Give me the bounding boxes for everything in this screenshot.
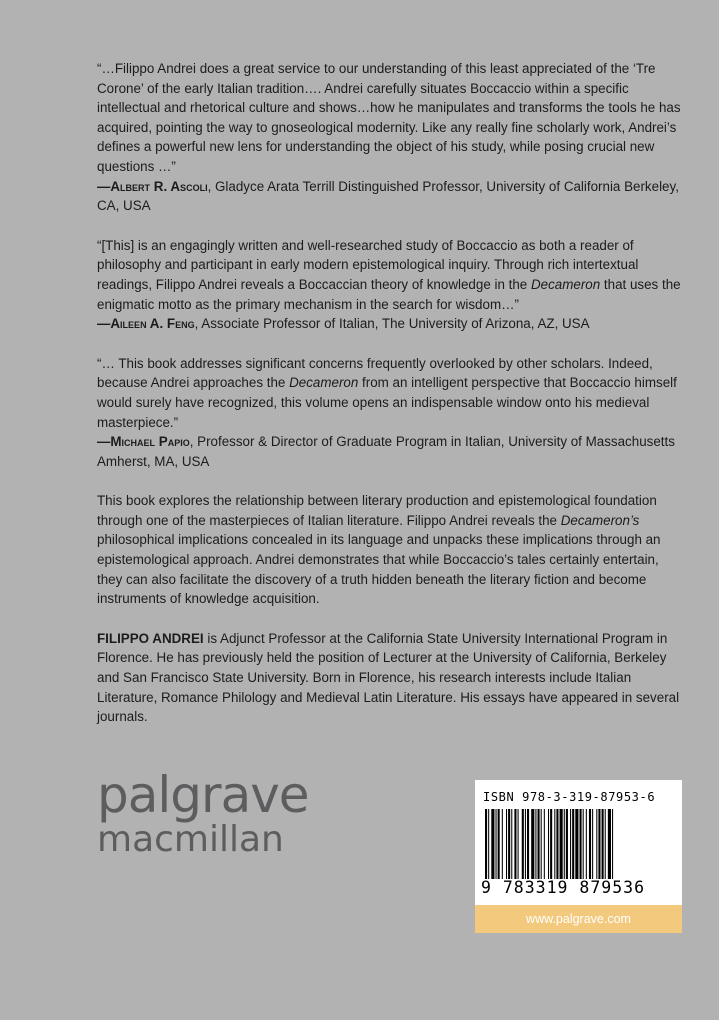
publisher-website: www.palgrave.com	[475, 905, 682, 933]
barcode-bar	[488, 809, 489, 879]
barcode-digits: 9 783319 879536	[481, 878, 646, 897]
author-bio	[97, 629, 687, 727]
review-attribution	[97, 177, 687, 216]
barcode-bar	[605, 809, 606, 879]
barcode-bar	[522, 809, 524, 879]
review-quote: “…Filippo Andrei does a great service to our understanding of this least appreciated of the ‘Tre Corone’ of the early Italian tradition…. Andrei carefully situates Boccaccio within a specific intellectual and rhetorical culture and shows…how he manipulates and transforms the tools he has acquired, pointing the way to gnoseological modernity. Like any really fine scholarly work, Andrei’s defines a powerful new lens for understanding the object of his study, while posing crucial new questions …”	[97, 61, 681, 174]
barcode-bar	[575, 809, 578, 879]
barcode-bar	[498, 809, 500, 879]
barcode-bar	[511, 809, 512, 879]
review-quote: “[This] is an engagingly written and well-researched study of Boccaccio as both a reader of philosophy and participant in early modern epistemological inquiry. Through rich intertextual readings, Filippo Andrei reveals a Boccaccian theory of knowledge in the Decameron that uses the enigmatic motto as the primary mechanism in the search for wisdom…”	[97, 237, 681, 312]
barcode-bar	[602, 809, 604, 879]
barcode-bar	[554, 809, 555, 879]
barcode-bar	[566, 809, 568, 879]
barcode-bar	[538, 809, 540, 879]
barcode-bar	[506, 809, 507, 879]
review-feng	[97, 236, 687, 334]
barcode-bar	[525, 809, 526, 879]
barcode-bar	[518, 809, 519, 879]
barcode-bar	[583, 809, 584, 879]
book-title: Decameron	[530, 276, 601, 292]
review-papio	[97, 354, 687, 472]
barcode-bar	[502, 809, 503, 879]
barcode-bar	[572, 809, 574, 879]
barcode-bar	[544, 809, 545, 879]
barcode-bar	[580, 809, 582, 879]
back-cover-text	[97, 59, 687, 747]
barcode-bar	[548, 809, 549, 879]
book-description: This book explores the relationship between literary production and epistemological foundation through one of the masterpieces of Italian literature. Filippo Andrei reveals the Decameron’s philosophical implications concealed in its language and unpacks these implications through an epistemological approach. Andrei demonstrates that while Boccaccio’s tales certainly entertain, they can also facilitate the discovery of a truth hidden beneath the literary fiction and become instruments of knowledge acquisition.	[97, 493, 661, 607]
reviewer-name: —Aileen A. Feng	[97, 316, 195, 332]
publisher-logo-line1: palgrave	[97, 766, 309, 824]
review-ascoli	[97, 59, 687, 216]
isbn-label: ISBN 978-3-319-87953-6	[483, 790, 656, 804]
barcode-bar	[508, 809, 510, 879]
publisher-logo	[97, 766, 309, 860]
barcode-bar	[531, 809, 534, 879]
barcode-bar	[608, 809, 611, 879]
barcode-bar	[564, 809, 565, 879]
review-quote: “… This book addresses significant concerns frequently overlooked by other scholars. Indeed, because Andrei approaches the Decameron from an intelligent perspective that Boccaccio himself would surely have recognized, this volume opens an indispensable window onto his medieval masterpiece.”	[97, 355, 677, 430]
barcode-bar	[550, 809, 552, 879]
reviewer-name: —Albert R. Ascoli	[97, 178, 208, 194]
barcode-bar	[596, 809, 597, 879]
barcode-bars	[485, 809, 673, 879]
barcode-bar	[560, 809, 563, 879]
barcode-bar	[541, 809, 542, 879]
reviewer-name: —Michael Papio	[97, 434, 190, 450]
review-attribution	[97, 314, 687, 334]
author-bio-text: is Adjunct Professor at the California State University International Program in Florence. He has previously held the position of Lecturer at the University of California, Berkeley and San Francisco State University. Born in Florence, his research interests include Italian Literature, Romance Philology and Medieval Latin Literature. His essays have appeared in several journals.	[97, 630, 680, 725]
barcode-bar	[598, 809, 600, 879]
reviewer-affiliation: , Professor & Director of Graduate Program in Italian, University of Massachusetts Amherst, MA, USA	[97, 434, 675, 469]
barcode-bar	[570, 809, 571, 879]
barcode-bar	[491, 809, 494, 879]
book-title: Decameron’s	[560, 512, 640, 528]
isbn-barcode-panel	[475, 780, 682, 933]
barcode-bar	[556, 809, 558, 879]
review-attribution	[97, 432, 687, 471]
reviewer-affiliation: , Gladyce Arata Terrill Distinguished Professor, University of California Berkeley, CA, USA	[97, 178, 679, 214]
barcode-bar	[485, 809, 487, 879]
barcode-bar	[535, 809, 536, 879]
barcode-bar	[589, 809, 591, 879]
book-title: Decameron	[289, 375, 359, 391]
reviewer-affiliation: , Associate Professor of Italian, The University of Arizona, AZ, USA	[194, 316, 590, 332]
barcode-bar	[514, 809, 516, 879]
barcode-bar	[586, 809, 587, 879]
publisher-logo-line2: macmillan	[97, 819, 284, 860]
barcode-bar	[496, 809, 497, 879]
barcode-bar	[612, 809, 613, 879]
barcode-bar	[527, 809, 529, 879]
barcode-bar	[592, 809, 593, 879]
author-name: FILIPPO ANDREI	[97, 630, 204, 646]
